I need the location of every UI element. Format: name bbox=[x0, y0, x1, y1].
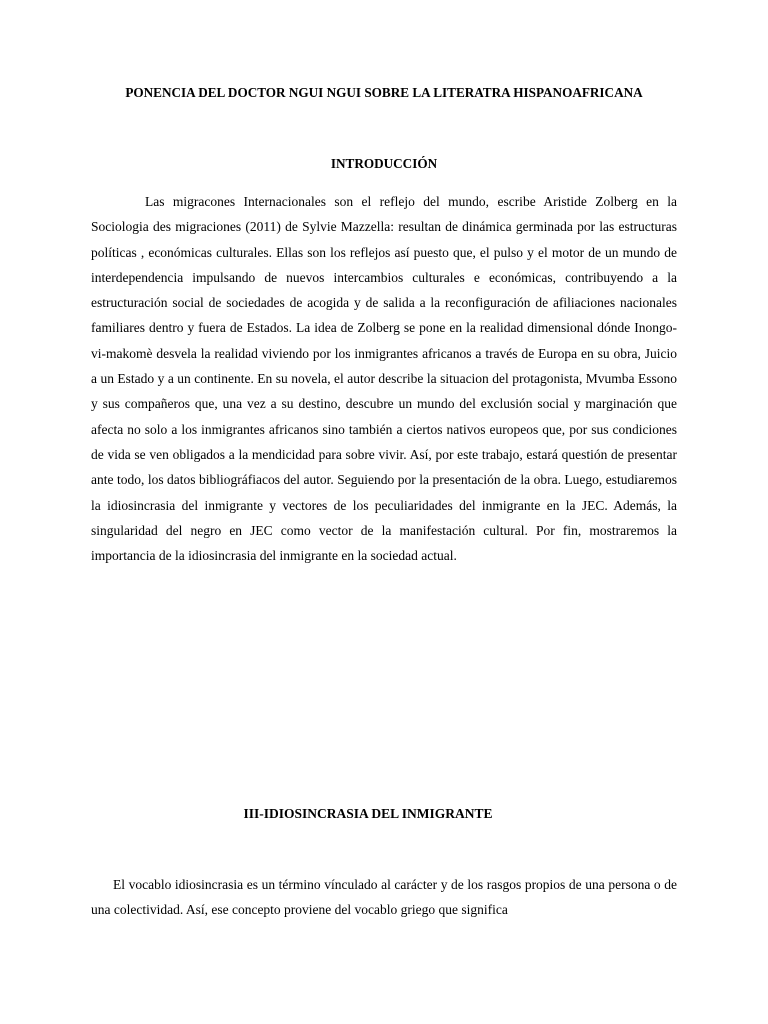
idiosyncrasy-paragraph: El vocablo idiosincrasia es un término vínculado al carácter y de los rasgos propios de una persona o de una colectividad. Así, ese concepto proviene del vocablo griego que significa bbox=[91, 877, 677, 918]
introduction-paragraph: Las migracones Internacionales son el reflejo del mundo, escribe Aristide Zolberg en la Sociologia des migraciones (2011) de Sylvie Mazzella: resultan de dinámica germinada por las estructuras políticas , económicas culturales. Ellas son los reflejos así puesto que, el pulso y el motor de un mundo de interdependencia impulsando de nuevos intercambios culturales e económicas, contribuyendo a la estructuración social de sociedades de acogida y de salida a la reconfiguración de afiliaciones nacionales familiares dentro y fuera de Estados. La idea de Zolberg se pone en la realidad dimensional dónde Inongo-vi-makomè desvela la realidad viviendo por los inmigrantes africanos a través de Europa en su obra, Juicio a un Estado y a un continente. En su novela, el autor describe la situacion del protagonista, Mvumba Essono y sus compañeros que, una vez a su destino, descubre un mundo del exclusión social y marginación que afecta no solo a los inmigrantes africanos sino también a ciertos nativos europeos que, por sus condiciones de vida se ven obligados a la mendicidad para sobre vivir. Así, por este trabajo, estará questión de presentar ante todo, los datos bibliográfiacos del autor. Seguiendo por la presentación de la obra. Luego, estudiaremos la idiosincrasia del inmigrante y vectores de los peculiaridades del inmigrante en la JEC. Además, la singularidad del negro en JEC como vector de la manifestación cultural. Por fin, mostraremos la importancia de la idiosincrasia del inmigrante en la sociedad actual. bbox=[91, 194, 677, 564]
idiosyncrasy-heading: III-IDIOSINCRASIA DEL INMIGRANTE bbox=[243, 806, 493, 821]
document-title: PONENCIA DEL DOCTOR NGUI NGUI SOBRE LA LITERATRA HISPANOAFRICANA bbox=[125, 85, 643, 100]
introduction-heading: INTRODUCCIÓN bbox=[330, 156, 438, 171]
